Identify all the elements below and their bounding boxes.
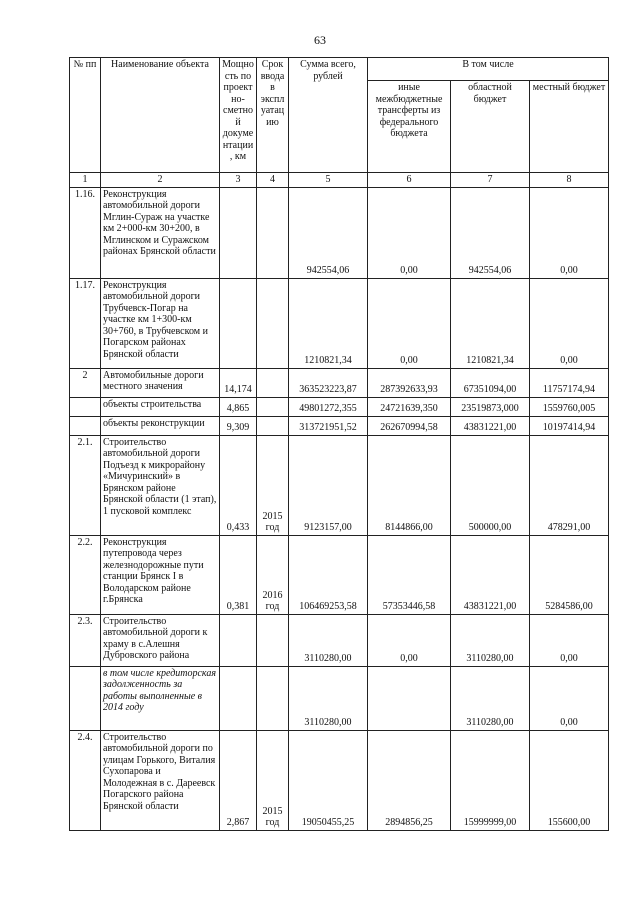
table-row <box>70 535 609 614</box>
row-number: 2.4. <box>70 730 101 830</box>
capacity: 4,865 <box>220 397 257 416</box>
total-sum: 1210821,34 <box>289 278 368 368</box>
local-amount: 0,00 <box>530 666 609 730</box>
local-amount: 0,00 <box>530 187 609 278</box>
header-no: № пп <box>70 58 101 173</box>
table-row <box>70 730 609 830</box>
commission-term <box>257 416 289 435</box>
regional-amount: 3110280,00 <box>451 666 530 730</box>
regional-amount: 15999999,00 <box>451 730 530 830</box>
federal-amount: 0,00 <box>368 187 451 278</box>
table-row <box>70 435 609 535</box>
table-row <box>70 187 609 278</box>
header-including: В том числе <box>368 58 609 81</box>
row-number: 2.2. <box>70 535 101 614</box>
page-number: 63 <box>314 33 326 47</box>
total-sum: 3110280,00 <box>289 666 368 730</box>
federal-amount: 262670994,58 <box>368 416 451 435</box>
local-amount: 0,00 <box>530 278 609 368</box>
commission-term <box>257 397 289 416</box>
commission-term <box>257 278 289 368</box>
header-capacity: Мощность по проектно-сметной документации, км <box>220 58 257 173</box>
row-number: 2 <box>70 368 101 397</box>
object-name: Реконструкция автомобильной дороги Трубчевск-Погар на участке км 1+300-км 30+760, в Трубчевском и Погарском районах Брянской области <box>101 278 220 368</box>
row-number: 1.17. <box>70 278 101 368</box>
header-term: Срок ввода в эксплуатацию <box>257 58 289 173</box>
col-number: 8 <box>530 173 609 188</box>
local-amount: 11757174,94 <box>530 368 609 397</box>
object-name: объекты строительства <box>101 397 220 416</box>
object-name: в том числе кредиторская задолженность за работы выполненные в 2014 году <box>101 666 220 730</box>
col-number: 2 <box>101 173 220 188</box>
local-amount: 0,00 <box>530 614 609 666</box>
commission-term: 2015 год <box>257 435 289 535</box>
header-regional: областной бюджет <box>451 81 530 173</box>
local-amount: 478291,00 <box>530 435 609 535</box>
header-name: Наименование объекта <box>101 58 220 173</box>
object-name: Строительство автомобильной дороги Подъезд к микрорайону «Мичуринский» в Брянском районе Брянской области (1 этап), 1 пусковой комплекс <box>101 435 220 535</box>
col-number: 5 <box>289 173 368 188</box>
federal-amount: 8144866,00 <box>368 435 451 535</box>
federal-amount <box>368 666 451 730</box>
row-number: 2.3. <box>70 614 101 666</box>
capacity: 9,309 <box>220 416 257 435</box>
capacity <box>220 187 257 278</box>
capacity: 14,174 <box>220 368 257 397</box>
row-number <box>70 397 101 416</box>
capacity <box>220 278 257 368</box>
budget-table <box>69 57 609 831</box>
col-number: 7 <box>451 173 530 188</box>
row-number <box>70 666 101 730</box>
regional-amount: 23519873,000 <box>451 397 530 416</box>
federal-amount: 287392633,93 <box>368 368 451 397</box>
commission-term: 2016 год <box>257 535 289 614</box>
capacity: 0,381 <box>220 535 257 614</box>
commission-term <box>257 187 289 278</box>
local-amount: 5284586,00 <box>530 535 609 614</box>
total-sum: 313721951,52 <box>289 416 368 435</box>
local-amount: 1559760,005 <box>530 397 609 416</box>
federal-amount: 24721639,350 <box>368 397 451 416</box>
col-number: 1 <box>70 173 101 188</box>
regional-amount: 942554,06 <box>451 187 530 278</box>
table-row <box>70 278 609 368</box>
object-name: Реконструкция автомобильной дороги Мглин-Сураж на участке км 2+000-км 30+200, в Мглинском и Суражском районах Брянской области <box>101 187 220 278</box>
regional-amount: 43831221,00 <box>451 535 530 614</box>
local-amount: 155600,00 <box>530 730 609 830</box>
col-number: 6 <box>368 173 451 188</box>
commission-term: 2015 год <box>257 730 289 830</box>
col-number: 4 <box>257 173 289 188</box>
commission-term <box>257 368 289 397</box>
commission-term <box>257 666 289 730</box>
row-number: 2.1. <box>70 435 101 535</box>
object-name: Строительство автомобильной дороги к храму в с.Алешня Дубровского района <box>101 614 220 666</box>
capacity <box>220 666 257 730</box>
header-row <box>70 58 609 81</box>
total-sum: 9123157,00 <box>289 435 368 535</box>
column-number-row <box>70 173 609 188</box>
federal-amount: 0,00 <box>368 278 451 368</box>
total-sum: 3110280,00 <box>289 614 368 666</box>
object-name: Автомобильные дороги местного значения <box>101 368 220 397</box>
object-name: Реконструкция путепровода через железнодорожные пути станции Брянск I в Володарском районе г.Брянска <box>101 535 220 614</box>
total-sum: 106469253,58 <box>289 535 368 614</box>
table-row <box>70 614 609 666</box>
federal-amount: 57353446,58 <box>368 535 451 614</box>
capacity: 2,867 <box>220 730 257 830</box>
federal-amount: 2894856,25 <box>368 730 451 830</box>
object-name: Строительство автомобильной дороги по улицам Горького, Виталия Сухопарова и Молодежная в с. Дареевск Погарского района Брянской области <box>101 730 220 830</box>
row-number: 1.16. <box>70 187 101 278</box>
object-name: объекты реконструкции <box>101 416 220 435</box>
row-number <box>70 416 101 435</box>
header-sum: Сумма всего, рублей <box>289 58 368 173</box>
table-row <box>70 368 609 397</box>
regional-amount: 3110280,00 <box>451 614 530 666</box>
capacity <box>220 614 257 666</box>
regional-amount: 1210821,34 <box>451 278 530 368</box>
total-sum: 49801272,355 <box>289 397 368 416</box>
total-sum: 19050455,25 <box>289 730 368 830</box>
col-number: 3 <box>220 173 257 188</box>
table-row <box>70 666 609 730</box>
total-sum: 363523223,87 <box>289 368 368 397</box>
table-row <box>70 397 609 416</box>
federal-amount: 0,00 <box>368 614 451 666</box>
regional-amount: 67351094,00 <box>451 368 530 397</box>
table-row <box>70 416 609 435</box>
local-amount: 10197414,94 <box>530 416 609 435</box>
total-sum: 942554,06 <box>289 187 368 278</box>
header-federal: иные межбюджетные трансферты из федерального бюджета <box>368 81 451 173</box>
regional-amount: 43831221,00 <box>451 416 530 435</box>
regional-amount: 500000,00 <box>451 435 530 535</box>
header-local: местный бюджет <box>530 81 609 173</box>
capacity: 0,433 <box>220 435 257 535</box>
commission-term <box>257 614 289 666</box>
